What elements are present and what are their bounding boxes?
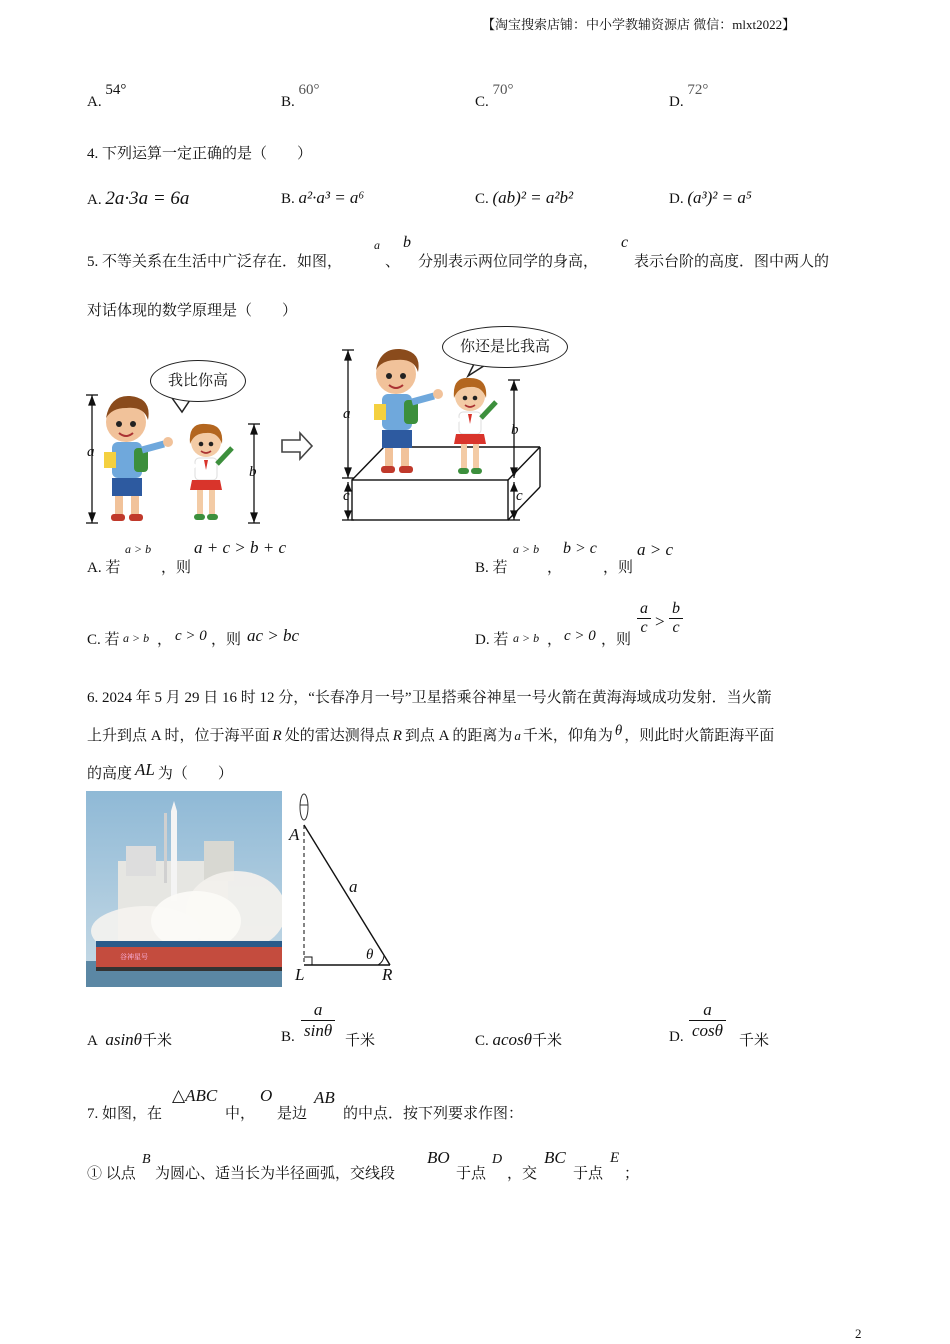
q5-option-b[interactable]: B. 若 a > b ， b > c ，则 a > c — [475, 540, 674, 576]
q4-options — [87, 184, 907, 212]
q6-triangle-diagram: A L R a θ — [286, 791, 406, 987]
q6-option-c[interactable]: C. acosθ千米 — [475, 1030, 563, 1049]
q4-stem: 4. 下列运算一定正确的是（ ） — [87, 146, 313, 162]
q6-line1: 6. 2024 年 5 月 29 日 16 时 12 分，“长春净月一号”卫星搭乘谷神星一号火箭在黄海海域成功发射．当火箭 — [87, 690, 772, 706]
q7-step1: ① 以点 B 为圆心、适当长为半径画弧，交线段 BO 于点 D ，交 BC 于点 E ； — [87, 1148, 640, 1182]
right-label-a: a — [343, 406, 351, 422]
q7-stem: 7. 如图，在 △ABC 中， O 是边 AB 的中点．按下列要求作图： — [87, 1086, 524, 1122]
q5-stem-line2: 对话体现的数学原理是（ ） — [87, 303, 298, 319]
hypotenuse-AR — [304, 825, 390, 965]
q5-figure-svg — [82, 340, 552, 530]
page-header: 【淘宝搜索店铺：中小学教辅资源店 微信：mlxt2022】 — [482, 17, 796, 32]
q4-option-a[interactable]: A. 2a·3a = 6a — [87, 188, 190, 209]
page-number: 2 — [855, 1326, 862, 1341]
q6-line2: 上升到点 A 时，位于海平面 R 处的雷达测得点 R 到点 A 的距离为 a 千米，仰角为 θ ，则此时火箭距海平面 — [87, 723, 775, 744]
right-label-c: c — [343, 488, 350, 504]
right-label-b: b — [511, 422, 519, 438]
rocket-icon — [300, 794, 308, 820]
q5-option-c[interactable]: C. 若 a > b ， c > 0 ，则 ac > bc — [87, 626, 300, 648]
q4-option-d[interactable]: D. (a³)² = a⁵ — [669, 188, 752, 207]
boy-left-illustration — [104, 396, 173, 521]
q3-option-d[interactable]: D. 72° — [669, 82, 709, 110]
q5-stem-line1: 5. 不等关系在生活中广泛存在．如图， a 、 b 分别表示两位同学的身高， c 表示台阶的高度．图中两人的 — [87, 234, 830, 270]
q3-options — [87, 84, 907, 114]
left-label-b: b — [249, 464, 257, 480]
q5-figure — [82, 340, 552, 530]
bubble-left: 我比你高 — [150, 360, 246, 402]
q3-option-a[interactable]: A. 54° — [87, 82, 127, 110]
q5-option-d[interactable]: D. 若 a > b ， c > 0 ，则 $\frac{a}{c}$ > $\frac{b}{c}$ — [475, 600, 895, 652]
girl-left-illustration — [184, 424, 232, 520]
q5-option-a[interactable]: A. 若 a > b ，则 a + c > b + c — [87, 538, 287, 576]
q4-option-c[interactable]: C. (ab)² = a²b² — [475, 188, 574, 207]
q6-line3: 的高度 AL 为（ ） — [87, 760, 233, 782]
right-label-c2: c — [516, 488, 523, 504]
q4-option-b[interactable]: B. a²·a³ = a⁶ — [281, 188, 365, 207]
step-box — [352, 447, 540, 520]
rocket-launch-photo — [86, 791, 282, 987]
q6-options: A asinθ千米 B. $\frac{a}{\sin\theta}$ 千米 C. acosθ千米 D. $\frac{a}{\cos\theta}$ 千米 — [87, 1000, 770, 1049]
transition-arrow — [282, 433, 312, 459]
q3-option-c[interactable]: C. 70° — [475, 82, 514, 110]
ship-hull-text: 谷神星号 — [120, 953, 148, 961]
boy-right-illustration — [374, 349, 443, 473]
left-label-a: a — [87, 444, 95, 460]
girl-right-illustration — [448, 378, 496, 474]
bubble-right: 你还是比我高 — [442, 326, 568, 368]
q3-option-b[interactable]: B. 60° — [281, 82, 320, 110]
q6-option-a[interactable]: A asinθ千米 — [87, 1030, 173, 1049]
